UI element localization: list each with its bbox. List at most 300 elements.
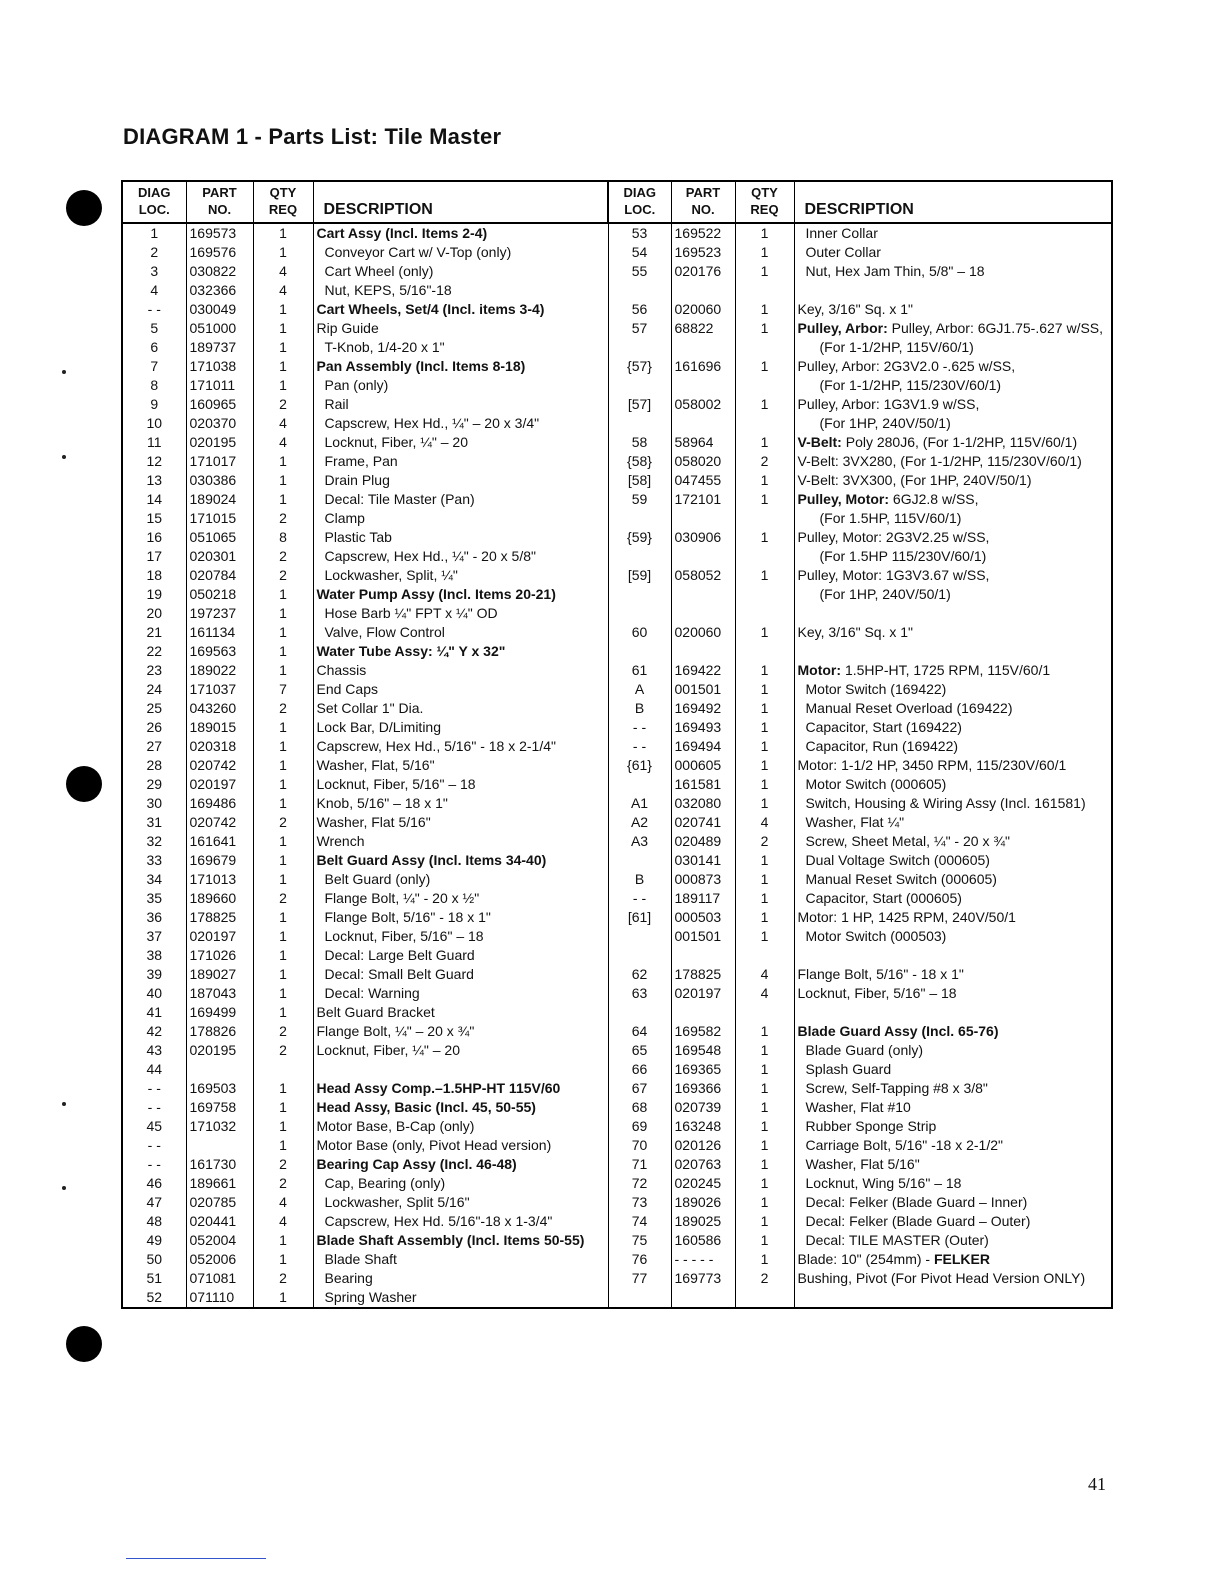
part-number xyxy=(671,642,735,661)
qty-req: 1 xyxy=(735,1079,794,1098)
part-description: Motor Switch (000503) xyxy=(794,927,1112,946)
part-number: 030822 xyxy=(186,262,253,281)
part-description: Nut, Hex Jam Thin, 5/8" – 18 xyxy=(794,262,1112,281)
part-description: Locknut, Fiber, 5/16" – 18 xyxy=(794,984,1112,1003)
qty-req: 2 xyxy=(735,832,794,851)
part-number: 058020 xyxy=(671,452,735,471)
part-description: Screw, Sheet Metal, ¼" - 20 x ¾" xyxy=(794,832,1112,851)
part-description: Cart Wheel (only) xyxy=(313,262,608,281)
part-number: 020195 xyxy=(186,1041,253,1060)
table-row xyxy=(122,490,1112,509)
page-number: 41 xyxy=(1088,1474,1106,1494)
part-description: Capscrew, Hex Hd., ¼" - 20 x 5/8" xyxy=(313,547,608,566)
diag-loc: 74 xyxy=(608,1212,671,1231)
diag-loc: 68 xyxy=(608,1098,671,1117)
table-row xyxy=(122,661,1112,680)
part-description: Capscrew, Hex Hd., 5/16" - 18 x 2-1/4" xyxy=(313,737,608,756)
part-number: 001501 xyxy=(671,680,735,699)
part-number: 163248 xyxy=(671,1117,735,1136)
diag-loc: 25 xyxy=(122,699,186,718)
part-number: 001501 xyxy=(671,927,735,946)
diag-loc: 41 xyxy=(122,1003,186,1022)
part-number: 051065 xyxy=(186,528,253,547)
table-header-row xyxy=(122,181,1112,223)
qty-req: 1 xyxy=(253,471,313,490)
part-description: Motor Base (only, Pivot Head version) xyxy=(313,1136,608,1155)
part-description: Hose Barb ¼" FPT x ¼" OD xyxy=(313,604,608,623)
qty-req: 1 xyxy=(735,870,794,889)
part-number: 169486 xyxy=(186,794,253,813)
part-description: Capacitor, Run (169422) xyxy=(794,737,1112,756)
table-row xyxy=(122,927,1112,946)
diag-loc: A xyxy=(608,680,671,699)
table-row xyxy=(122,300,1112,319)
qty-req: 2 xyxy=(735,452,794,471)
diag-loc xyxy=(608,851,671,870)
part-description: Decal: TILE MASTER (Outer) xyxy=(794,1231,1112,1250)
diag-loc: {57} xyxy=(608,357,671,376)
part-description: Blade Shaft Assembly (Incl. Items 50-55) xyxy=(313,1231,608,1250)
diag-loc xyxy=(608,946,671,965)
part-description: Plastic Tab xyxy=(313,528,608,547)
part-number: 169493 xyxy=(671,718,735,737)
part-number: 171032 xyxy=(186,1117,253,1136)
part-number xyxy=(186,1060,253,1079)
table-row xyxy=(122,471,1112,490)
diag-loc: 19 xyxy=(122,585,186,604)
part-description: (For 1.5HP, 115V/60/1) xyxy=(794,509,1112,528)
diag-loc: 38 xyxy=(122,946,186,965)
part-number: 020742 xyxy=(186,813,253,832)
part-number: 189117 xyxy=(671,889,735,908)
part-number: 169365 xyxy=(671,1060,735,1079)
table-row xyxy=(122,243,1112,262)
diag-loc: 61 xyxy=(608,661,671,680)
qty-req xyxy=(735,547,794,566)
diag-loc: 72 xyxy=(608,1174,671,1193)
part-description: Washer, Flat #10 xyxy=(794,1098,1112,1117)
part-description: Flange Bolt, 5/16" - 18 x 1" xyxy=(313,908,608,927)
part-number: 020739 xyxy=(671,1098,735,1117)
diag-loc: 39 xyxy=(122,965,186,984)
diag-loc: 66 xyxy=(608,1060,671,1079)
qty-req: 1 xyxy=(735,433,794,452)
diag-loc: 35 xyxy=(122,889,186,908)
qty-req: 1 xyxy=(253,927,313,946)
part-number xyxy=(671,604,735,623)
part-description: Flange Bolt, ¼" - 20 x ½" xyxy=(313,889,608,908)
part-description: Valve, Flow Control xyxy=(313,623,608,642)
part-description: V-Belt: 3VX300, (For 1HP, 240V/50/1) xyxy=(794,471,1112,490)
table-row xyxy=(122,813,1112,832)
qty-req xyxy=(735,414,794,433)
part-number: 58964 xyxy=(671,433,735,452)
qty-req: 1 xyxy=(735,1098,794,1117)
part-description: Capscrew, Hex Hd., ¼" – 20 x 3/4" xyxy=(313,414,608,433)
part-description: Screw, Self-Tapping #8 x 3/8" xyxy=(794,1079,1112,1098)
part-number: 020197 xyxy=(186,927,253,946)
qty-req: 1 xyxy=(735,851,794,870)
part-number xyxy=(671,547,735,566)
table-row xyxy=(122,1041,1112,1060)
part-number: 171017 xyxy=(186,452,253,471)
part-description: Lockwasher, Split, ¼" xyxy=(313,566,608,585)
part-number xyxy=(671,1003,735,1022)
part-description: Pulley, Motor: 2G3V2.25 w/SS, xyxy=(794,528,1112,547)
part-number: 030141 xyxy=(671,851,735,870)
part-description: Water Tube Assy: ¼" Y x 32" xyxy=(313,642,608,661)
qty-req: 2 xyxy=(253,1269,313,1288)
part-number: 050218 xyxy=(186,585,253,604)
table-row xyxy=(122,604,1112,623)
part-description: Knob, 5/16" – 18 x 1" xyxy=(313,794,608,813)
diag-loc: 71 xyxy=(608,1155,671,1174)
part-number: 020370 xyxy=(186,414,253,433)
qty-req: 1 xyxy=(735,319,794,338)
part-number: 020176 xyxy=(671,262,735,281)
diag-loc: 70 xyxy=(608,1136,671,1155)
part-description: Water Pump Assy (Incl. Items 20-21) xyxy=(313,585,608,604)
qty-req: 4 xyxy=(253,262,313,281)
qty-req: 1 xyxy=(735,1212,794,1231)
qty-req xyxy=(735,946,794,965)
part-description: Bushing, Pivot (For Pivot Head Version ONLY) xyxy=(794,1269,1112,1288)
qty-req: 2 xyxy=(253,813,313,832)
table-row xyxy=(122,642,1112,661)
qty-req: 1 xyxy=(735,794,794,813)
diag-loc: A3 xyxy=(608,832,671,851)
part-number: 000503 xyxy=(671,908,735,927)
part-number: 169582 xyxy=(671,1022,735,1041)
qty-req: 1 xyxy=(735,300,794,319)
part-description xyxy=(313,1060,608,1079)
part-description: Washer, Flat 5/16" xyxy=(794,1155,1112,1174)
qty-req: 1 xyxy=(735,1231,794,1250)
table-row xyxy=(122,452,1112,471)
diag-loc: - - xyxy=(122,1136,186,1155)
diag-loc: 6 xyxy=(122,338,186,357)
footer-rule xyxy=(126,1558,266,1559)
part-number: 68822 xyxy=(671,319,735,338)
table-row xyxy=(122,775,1112,794)
table-row xyxy=(122,1003,1112,1022)
diag-loc xyxy=(608,927,671,946)
part-description: Capacitor, Start (169422) xyxy=(794,718,1112,737)
part-description xyxy=(794,1003,1112,1022)
qty-req: 1 xyxy=(735,1174,794,1193)
diag-loc: 69 xyxy=(608,1117,671,1136)
diag-loc: [59] xyxy=(608,566,671,585)
scan-speck xyxy=(62,1186,66,1190)
diag-loc: {58} xyxy=(608,452,671,471)
qty-req xyxy=(253,1060,313,1079)
table-row xyxy=(122,870,1112,889)
diag-loc: 15 xyxy=(122,509,186,528)
qty-req: 4 xyxy=(735,813,794,832)
diag-loc xyxy=(608,775,671,794)
diag-loc: 34 xyxy=(122,870,186,889)
part-description: Head Assy, Basic (Incl. 45, 50-55) xyxy=(313,1098,608,1117)
table-row xyxy=(122,1022,1112,1041)
qty-req: 1 xyxy=(735,471,794,490)
qty-req: 1 xyxy=(253,775,313,794)
diag-loc: 3 xyxy=(122,262,186,281)
diag-loc: 31 xyxy=(122,813,186,832)
qty-req: 1 xyxy=(735,395,794,414)
qty-req xyxy=(735,585,794,604)
diag-loc: 5 xyxy=(122,319,186,338)
qty-req: 1 xyxy=(253,1079,313,1098)
qty-req: 4 xyxy=(735,965,794,984)
part-number: 169492 xyxy=(671,699,735,718)
table-row xyxy=(122,851,1112,870)
table-row xyxy=(122,1193,1112,1212)
part-description: Motor Base, B-Cap (only) xyxy=(313,1117,608,1136)
qty-req: 1 xyxy=(735,243,794,262)
header-qty-req: QTY REQ xyxy=(253,181,313,223)
diag-loc: - - xyxy=(608,718,671,737)
diag-loc: 27 xyxy=(122,737,186,756)
qty-req xyxy=(735,376,794,395)
qty-req xyxy=(735,642,794,661)
diag-loc: 76 xyxy=(608,1250,671,1269)
part-number: 189025 xyxy=(671,1212,735,1231)
part-number: 020197 xyxy=(671,984,735,1003)
part-number: 020742 xyxy=(186,756,253,775)
part-description: Blade Guard (only) xyxy=(794,1041,1112,1060)
part-number: 051000 xyxy=(186,319,253,338)
diag-loc: 57 xyxy=(608,319,671,338)
part-number: 032366 xyxy=(186,281,253,300)
table-row xyxy=(122,1174,1112,1193)
part-description: Motor: 1-1/2 HP, 3450 RPM, 115/230V/60/1 xyxy=(794,756,1112,775)
part-description: Switch, Housing & Wiring Assy (Incl. 161581) xyxy=(794,794,1112,813)
table-row xyxy=(122,566,1112,585)
diag-loc: 56 xyxy=(608,300,671,319)
part-number: 189015 xyxy=(186,718,253,737)
part-description: Belt Guard (only) xyxy=(313,870,608,889)
part-number: 169366 xyxy=(671,1079,735,1098)
qty-req: 1 xyxy=(253,490,313,509)
part-description: Chassis xyxy=(313,661,608,680)
table-row xyxy=(122,1079,1112,1098)
part-number: 169422 xyxy=(671,661,735,680)
part-number: 169573 xyxy=(186,223,253,243)
table-row xyxy=(122,832,1112,851)
diag-loc xyxy=(608,414,671,433)
part-description: Capacitor, Start (000605) xyxy=(794,889,1112,908)
diag-loc: 29 xyxy=(122,775,186,794)
diag-loc: 2 xyxy=(122,243,186,262)
part-description: Cart Assy (Incl. Items 2-4) xyxy=(313,223,608,243)
part-number: 178825 xyxy=(186,908,253,927)
diag-loc: 30 xyxy=(122,794,186,813)
qty-req: 1 xyxy=(253,452,313,471)
qty-req: 1 xyxy=(735,1136,794,1155)
part-description: Inner Collar xyxy=(794,223,1112,243)
part-number: 160965 xyxy=(186,395,253,414)
part-number: 169522 xyxy=(671,223,735,243)
table-row xyxy=(122,680,1112,699)
part-description: Pulley, Motor: 6GJ2.8 w/SS, xyxy=(794,490,1112,509)
qty-req: 2 xyxy=(253,889,313,908)
part-number: 020784 xyxy=(186,566,253,585)
diag-loc: 52 xyxy=(122,1288,186,1308)
qty-req: 1 xyxy=(253,851,313,870)
part-number: 172101 xyxy=(671,490,735,509)
table-row xyxy=(122,1288,1112,1308)
header-description: DESCRIPTION xyxy=(313,181,608,223)
diag-loc: 55 xyxy=(608,262,671,281)
part-number: 189026 xyxy=(671,1193,735,1212)
table-row xyxy=(122,965,1112,984)
qty-req: 2 xyxy=(253,566,313,585)
qty-req: 4 xyxy=(253,1193,313,1212)
qty-req: 1 xyxy=(253,1003,313,1022)
part-number: 171013 xyxy=(186,870,253,889)
qty-req xyxy=(735,1288,794,1308)
qty-req: 1 xyxy=(253,794,313,813)
part-number xyxy=(671,376,735,395)
part-number: 020060 xyxy=(671,623,735,642)
part-description: End Caps xyxy=(313,680,608,699)
page-title: DIAGRAM 1 - Parts List: Tile Master xyxy=(123,124,502,149)
part-number: 189737 xyxy=(186,338,253,357)
qty-req: 1 xyxy=(735,661,794,680)
part-description: Washer, Flat 5/16" xyxy=(313,813,608,832)
part-number: 020245 xyxy=(671,1174,735,1193)
diag-loc: {59} xyxy=(608,528,671,547)
part-description: Lock Bar, D/Limiting xyxy=(313,718,608,737)
part-description: Decal: Large Belt Guard xyxy=(313,946,608,965)
part-number xyxy=(671,946,735,965)
qty-req: 4 xyxy=(253,281,313,300)
part-description: Motor: 1 HP, 1425 RPM, 240V/50/1 xyxy=(794,908,1112,927)
part-description: Decal: Felker (Blade Guard – Outer) xyxy=(794,1212,1112,1231)
qty-req: 1 xyxy=(253,984,313,1003)
qty-req: 1 xyxy=(253,243,313,262)
part-number: 169494 xyxy=(671,737,735,756)
part-description: Splash Guard xyxy=(794,1060,1112,1079)
table-row xyxy=(122,737,1112,756)
table-row xyxy=(122,585,1112,604)
diag-loc xyxy=(608,509,671,528)
table-row xyxy=(122,223,1112,243)
diag-loc: 49 xyxy=(122,1231,186,1250)
qty-req: 1 xyxy=(735,1041,794,1060)
header-part-no: PART NO. xyxy=(671,181,735,223)
qty-req: 1 xyxy=(735,1060,794,1079)
qty-req: 1 xyxy=(735,1022,794,1041)
part-number: 169576 xyxy=(186,243,253,262)
diag-loc: 14 xyxy=(122,490,186,509)
qty-req: 1 xyxy=(253,300,313,319)
part-number: 171037 xyxy=(186,680,253,699)
part-description xyxy=(794,604,1112,623)
part-number: 020763 xyxy=(671,1155,735,1174)
qty-req: 1 xyxy=(253,718,313,737)
part-description: Capscrew, Hex Hd. 5/16"-18 x 1-3/4" xyxy=(313,1212,608,1231)
table-row xyxy=(122,528,1112,547)
diag-loc: 16 xyxy=(122,528,186,547)
diag-loc: 37 xyxy=(122,927,186,946)
qty-req: 1 xyxy=(253,965,313,984)
table-row xyxy=(122,1269,1112,1288)
qty-req: 1 xyxy=(735,490,794,509)
header-qty-req: QTY REQ xyxy=(735,181,794,223)
part-description: Cart Wheels, Set/4 (Incl. items 3-4) xyxy=(313,300,608,319)
diag-loc: A2 xyxy=(608,813,671,832)
part-description: Locknut, Fiber, ¼" – 20 xyxy=(313,1041,608,1060)
part-description: Blade: 10" (254mm) - FELKER xyxy=(794,1250,1112,1269)
diag-loc: 63 xyxy=(608,984,671,1003)
diag-loc xyxy=(608,585,671,604)
diag-loc xyxy=(608,1003,671,1022)
part-description: Frame, Pan xyxy=(313,452,608,471)
part-number: 071081 xyxy=(186,1269,253,1288)
part-description: Decal: Warning xyxy=(313,984,608,1003)
part-description: (For 1.5HP 115/230V/60/1) xyxy=(794,547,1112,566)
part-number: 058052 xyxy=(671,566,735,585)
diag-loc: 10 xyxy=(122,414,186,433)
diag-loc: - - xyxy=(608,737,671,756)
qty-req: 1 xyxy=(253,319,313,338)
diag-loc: 54 xyxy=(608,243,671,262)
part-number: 052006 xyxy=(186,1250,253,1269)
part-number: 169523 xyxy=(671,243,735,262)
part-description: Washer, Flat, 5/16" xyxy=(313,756,608,775)
part-number xyxy=(671,338,735,357)
qty-req: 1 xyxy=(253,832,313,851)
table-row xyxy=(122,376,1112,395)
part-description: Pulley, Arbor: Pulley, Arbor: 6GJ1.75-.627 w/SS, xyxy=(794,319,1112,338)
part-number: 020489 xyxy=(671,832,735,851)
qty-req: 2 xyxy=(253,547,313,566)
part-number: 052004 xyxy=(186,1231,253,1250)
part-description: (For 1-1/2HP, 115V/60/1) xyxy=(794,338,1112,357)
diag-loc: - - xyxy=(122,300,186,319)
diag-loc: 75 xyxy=(608,1231,671,1250)
diag-loc: 44 xyxy=(122,1060,186,1079)
part-description: Rubber Sponge Strip xyxy=(794,1117,1112,1136)
table-row xyxy=(122,357,1112,376)
part-description: Key, 3/16" Sq. x 1" xyxy=(794,300,1112,319)
diag-loc: - - xyxy=(608,889,671,908)
diag-loc: 21 xyxy=(122,623,186,642)
part-description: Rip Guide xyxy=(313,319,608,338)
part-number: 020195 xyxy=(186,433,253,452)
part-number: 187043 xyxy=(186,984,253,1003)
binder-hole-2 xyxy=(66,766,102,802)
part-description xyxy=(794,946,1112,965)
part-number: 030906 xyxy=(671,528,735,547)
part-description: Flange Bolt, 5/16" - 18 x 1" xyxy=(794,965,1112,984)
diag-loc: 26 xyxy=(122,718,186,737)
diag-loc: 45 xyxy=(122,1117,186,1136)
table-row xyxy=(122,1060,1112,1079)
diag-loc: - - xyxy=(122,1155,186,1174)
diag-loc: 47 xyxy=(122,1193,186,1212)
part-description: Clamp xyxy=(313,509,608,528)
header-description: DESCRIPTION xyxy=(794,181,1112,223)
table-row xyxy=(122,1212,1112,1231)
qty-req: 1 xyxy=(253,1117,313,1136)
qty-req: 1 xyxy=(253,623,313,642)
scan-speck xyxy=(62,455,66,459)
part-number: 030049 xyxy=(186,300,253,319)
table-row xyxy=(122,699,1112,718)
diag-loc: 32 xyxy=(122,832,186,851)
